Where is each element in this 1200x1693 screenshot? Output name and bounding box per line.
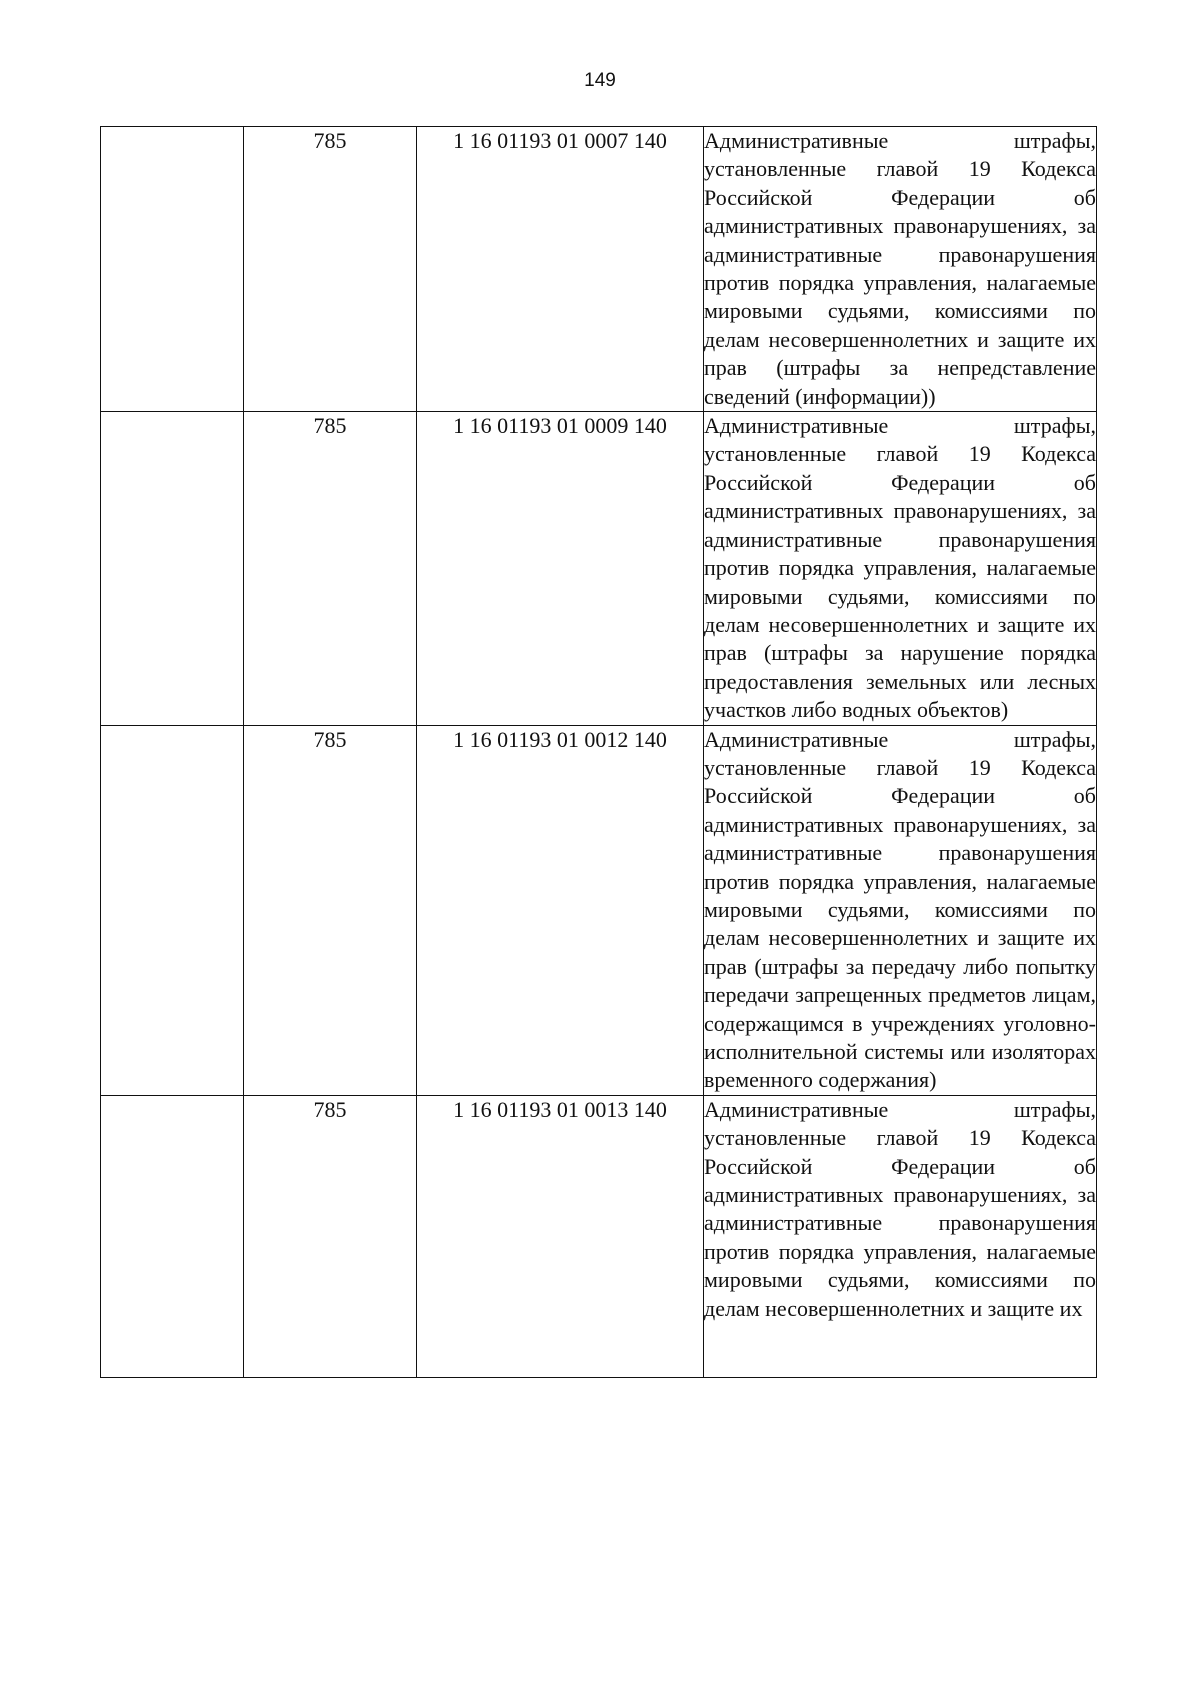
kbk-code-cell: 1 16 01193 01 0009 140: [417, 412, 704, 725]
description-cell: Административные штрафы, установленные главой 19 Кодекса Российской Федерации об административных правонарушениях, за административные правонарушения против порядка управления, налагаемые мировыми судьями, комиссиями по делам несовершеннолетних и защите их прав (штрафы за непредставление сведений (информации)): [704, 127, 1097, 412]
description-cell: [704, 1095, 1097, 1377]
empty-cell: [101, 412, 244, 725]
table-row: [101, 127, 1097, 412]
admin-code-cell: 785: [244, 127, 417, 412]
kbk-code-cell: 1 16 01193 01 0007 140: [417, 127, 704, 412]
budget-classification-table: [100, 126, 1097, 1378]
description-cell: Административные штрафы, установленные главой 19 Кодекса Российской Федерации об административных правонарушениях, за административные правонарушения против порядка управления, налагаемые мировыми судьями, комиссиями по делам несовершеннолетних и защите их прав (штрафы за передачу либо попытку передачи запрещенных предметов лицам, содержащимся в учреждениях уголовно-исполнительной системы или изоляторах временного содержания): [704, 725, 1097, 1095]
page-number: 149: [584, 70, 616, 91]
kbk-code-cell: 1 16 01193 01 0012 140: [417, 725, 704, 1095]
table-row: [101, 412, 1097, 725]
empty-cell: [101, 127, 244, 412]
kbk-code-cell: 1 16 01193 01 0013 140: [417, 1095, 704, 1377]
admin-code-cell: 785: [244, 725, 417, 1095]
admin-code-cell: 785: [244, 412, 417, 725]
empty-cell: [101, 1095, 244, 1377]
admin-code-cell: 785: [244, 1095, 417, 1377]
table-row: [101, 1095, 1097, 1377]
table-row: [101, 725, 1097, 1095]
empty-cell: [101, 725, 244, 1095]
description-cell: Административные штрафы, установленные главой 19 Кодекса Российской Федерации об административных правонарушениях, за административные правонарушения против порядка управления, налагаемые мировыми судьями, комиссиями по делам несовершеннолетних и защите их прав (штрафы за нарушение порядка предоставления земельных или лесных участков либо водных объектов): [704, 412, 1097, 725]
description-text: Административные штрафы, установленные главой 19 Кодекса Российской Федерации об административных правонарушениях, за административные правонарушения против порядка управления, налагаемые мировыми судьями, комиссиями по делам несовершеннолетних и защите их: [704, 1096, 1096, 1321]
